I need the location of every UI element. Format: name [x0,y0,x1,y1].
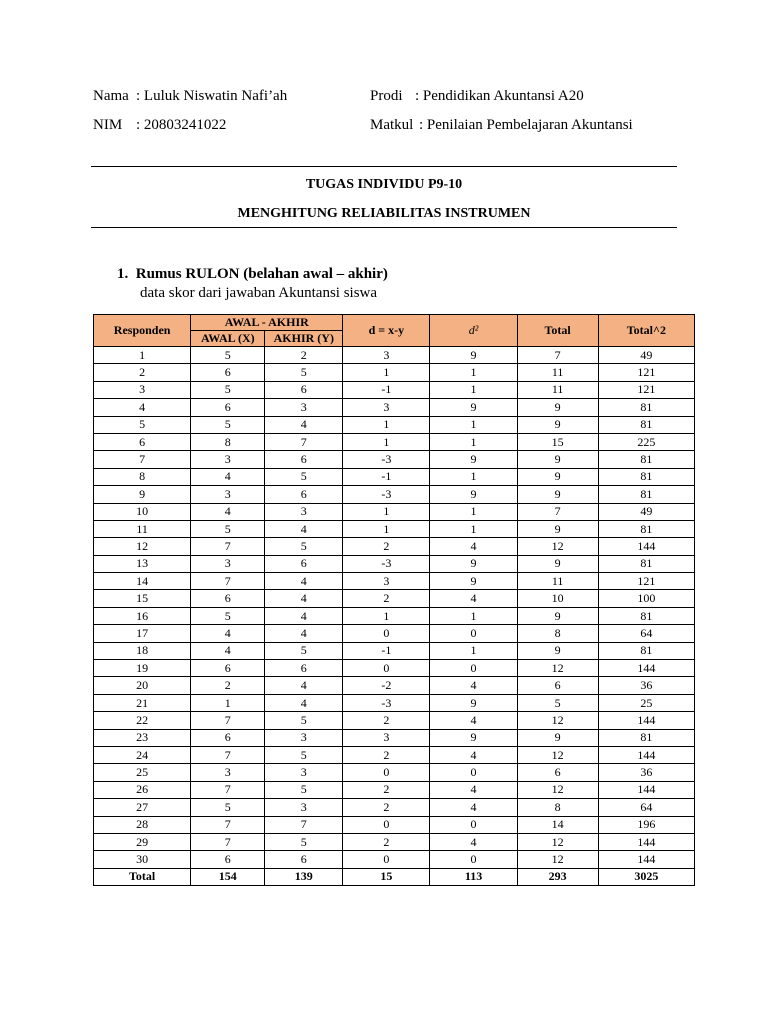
table-cell: 4 [430,712,517,729]
table-cell: -3 [343,451,430,468]
table-cell: 144 [598,833,694,850]
table-cell: 7 [191,746,265,763]
table-cell: 1 [430,433,517,450]
table-cell: 7 [191,816,265,833]
table-row [94,538,695,555]
table-cell: 81 [598,642,694,659]
table-cell: 49 [598,503,694,520]
table-cell: 1 [343,416,430,433]
table-cell: 5 [265,712,343,729]
table-cell: -1 [343,381,430,398]
header-d-squared: d² [430,315,517,347]
table-cell: 6 [191,729,265,746]
matkul-label: Matkul [370,117,414,133]
table-row [94,729,695,746]
table-row [94,381,695,398]
table-cell: -1 [343,468,430,485]
header-d: d = x-y [343,315,430,347]
prodi-value: : Pendidikan Akuntansi A20 [415,88,584,104]
table-cell: 144 [598,660,694,677]
table-cell: 64 [598,625,694,642]
table-cell: 5 [94,416,191,433]
table-cell: 5 [191,520,265,537]
section-subtext: data skor dari jawaban Akuntansi siswa [140,285,378,301]
table-cell: 5 [265,833,343,850]
table-cell: 144 [598,781,694,798]
table-cell: 7 [265,433,343,450]
table-row [94,781,695,798]
table-cell: 3 [191,451,265,468]
table-cell: 2 [343,590,430,607]
table-cell: 29 [94,833,191,850]
table-cell: 7 [94,451,191,468]
header-awal-akhir: AWAL - AKHIR [191,315,343,331]
table-cell: 24 [94,746,191,763]
header-responden: Responden [94,315,191,347]
table-cell: 9 [517,729,598,746]
table-cell: 12 [517,538,598,555]
header-awal-x: AWAL (X) [191,331,265,347]
totals-cell: 154 [191,868,265,885]
table-cell: 6 [265,451,343,468]
table-cell: -3 [343,486,430,503]
table-row [94,573,695,590]
bottom-divider [91,227,677,228]
table-cell: 6 [265,660,343,677]
table-row [94,816,695,833]
table-cell: -1 [343,642,430,659]
table-cell: 5 [191,607,265,624]
table-cell: 5 [265,364,343,381]
table-cell: 30 [94,851,191,868]
section-title: Rumus RULON (belahan awal – akhir) [135,266,388,282]
table-cell: 8 [517,799,598,816]
table-cell: 12 [517,746,598,763]
table-cell: 6 [191,364,265,381]
nim-label: NIM [93,117,123,133]
table-cell: 12 [517,833,598,850]
table-cell: 14 [94,573,191,590]
table-cell: 121 [598,381,694,398]
nama-value: : Luluk Niswatin Nafi’ah [136,88,288,104]
table-cell: 5 [265,746,343,763]
table-cell: 121 [598,573,694,590]
table-cell: -2 [343,677,430,694]
table-cell: 1 [430,607,517,624]
table-cell: 9 [517,520,598,537]
table-cell: 7 [517,503,598,520]
table-cell: 9 [517,399,598,416]
table-cell: 0 [430,625,517,642]
table-cell: 6 [94,433,191,450]
table-cell: 144 [598,538,694,555]
table-cell: 8 [517,625,598,642]
table-cell: 4 [430,538,517,555]
table-cell: 4 [94,399,191,416]
table-cell: 11 [517,573,598,590]
table-cell: 5 [265,468,343,485]
table-cell: 6 [191,399,265,416]
table-cell: 7 [191,573,265,590]
totals-cell: 139 [265,868,343,885]
table-cell: 225 [598,433,694,450]
table-cell: 6 [517,677,598,694]
table-cell: 26 [94,781,191,798]
table-cell: 81 [598,416,694,433]
table-cell: 11 [517,381,598,398]
table-cell: 8 [191,433,265,450]
table-cell: 9 [517,555,598,572]
matkul-row [370,117,633,134]
section-heading [117,266,388,283]
table-cell: 11 [94,520,191,537]
table-cell: 25 [94,764,191,781]
table-cell: 22 [94,712,191,729]
table-cell: 3 [343,399,430,416]
table-cell: 2 [343,712,430,729]
table-cell: 81 [598,555,694,572]
table-row [94,642,695,659]
table-cell: 5 [517,694,598,711]
table-cell: 81 [598,468,694,485]
table-cell: 9 [430,399,517,416]
top-divider [91,166,677,167]
table-cell: 9 [517,486,598,503]
totals-cell: 15 [343,868,430,885]
table-cell: 5 [191,347,265,364]
table-cell: 15 [517,433,598,450]
table-cell: 7 [191,712,265,729]
table-cell: 4 [191,625,265,642]
table-cell: 4 [265,677,343,694]
table-cell: 4 [265,416,343,433]
title-line-1: TUGAS INDIVIDU P9-10 [305,177,463,192]
title-line-2: MENGHITUNG RELIABILITAS INSTRUMEN [237,206,531,221]
table-row [94,451,695,468]
table-row [94,520,695,537]
table-cell: 4 [430,590,517,607]
table-cell: 2 [94,364,191,381]
table-cell: 81 [598,451,694,468]
table-row [94,677,695,694]
table-cell: 0 [430,660,517,677]
table-cell: 18 [94,642,191,659]
table-cell: 3 [191,764,265,781]
table-cell: 4 [265,694,343,711]
table-cell: 1 [430,381,517,398]
table-row [94,433,695,450]
table-cell: 4 [265,520,343,537]
table-cell: 121 [598,364,694,381]
table-cell: 5 [191,381,265,398]
table-cell: 4 [265,625,343,642]
table-cell: 9 [517,607,598,624]
table-cell: 2 [343,833,430,850]
header-total: Total [517,315,598,347]
table-cell: 81 [598,486,694,503]
nim-row [93,117,226,134]
table-cell: 3 [343,729,430,746]
table-row [94,347,695,364]
table-cell: 64 [598,799,694,816]
table-cell: 9 [517,416,598,433]
table-row [94,590,695,607]
table-cell: 21 [94,694,191,711]
table-cell: 3 [265,764,343,781]
table-cell: 6 [191,660,265,677]
table-cell: 0 [343,660,430,677]
table-cell: 36 [598,677,694,694]
table-cell: 1 [343,364,430,381]
table-cell: 1 [343,520,430,537]
table-cell: 4 [430,677,517,694]
table-cell: 1 [430,364,517,381]
table-cell: 1 [191,694,265,711]
table-cell: 4 [191,468,265,485]
table-cell: 0 [343,625,430,642]
table-cell: 1 [430,520,517,537]
table-cell: 81 [598,607,694,624]
table-cell: 12 [517,712,598,729]
section-number: 1. [117,266,129,282]
table-cell: 9 [430,451,517,468]
table-row [94,833,695,850]
table-row [94,486,695,503]
table-cell: 4 [265,573,343,590]
prodi-row [370,88,584,105]
table-cell: 7 [191,781,265,798]
table-cell: -3 [343,555,430,572]
table-cell: 1 [430,468,517,485]
table-cell: 3 [191,555,265,572]
table-cell: 6 [191,851,265,868]
table-cell: 12 [517,851,598,868]
table-row [94,555,695,572]
table-cell: 9 [430,486,517,503]
table-cell: 16 [94,607,191,624]
table-cell: 7 [265,816,343,833]
table-cell: 6 [265,486,343,503]
totals-cell: 293 [517,868,598,885]
table-cell: 10 [94,503,191,520]
table-row [94,625,695,642]
table-row [94,468,695,485]
table-cell: 9 [94,486,191,503]
table-cell: 1 [343,433,430,450]
table-cell: 4 [191,642,265,659]
table-cell: 100 [598,590,694,607]
table-cell: 9 [517,642,598,659]
table-cell: 3 [265,799,343,816]
table-cell: 14 [517,816,598,833]
table-row [94,799,695,816]
table-cell: 196 [598,816,694,833]
table-cell: 4 [430,781,517,798]
table-cell: 49 [598,347,694,364]
table-cell: 3 [343,347,430,364]
table-cell: 2 [265,347,343,364]
table-cell: 12 [94,538,191,555]
table-cell: 3 [94,381,191,398]
table-cell: 1 [94,347,191,364]
table-row [94,764,695,781]
table-cell: 3 [265,503,343,520]
table-cell: 5 [191,799,265,816]
table-row [94,399,695,416]
totals-cell: 113 [430,868,517,885]
table-cell: 5 [191,416,265,433]
table-cell: 0 [430,764,517,781]
table-cell: 3 [265,399,343,416]
table-cell: 7 [191,538,265,555]
table-cell: 9 [517,451,598,468]
table-cell: 81 [598,729,694,746]
table-cell: 12 [517,660,598,677]
totals-cell: Total [94,868,191,885]
table-cell: 5 [265,781,343,798]
table-row [94,416,695,433]
table-cell: 4 [430,746,517,763]
table-cell: 6 [191,590,265,607]
table-cell: 81 [598,520,694,537]
table-cell: -3 [343,694,430,711]
table-cell: 2 [343,799,430,816]
table-cell: 144 [598,712,694,729]
table-cell: 4 [430,833,517,850]
table-cell: 144 [598,746,694,763]
table-cell: 0 [343,764,430,781]
table-cell: 36 [598,764,694,781]
table-cell: 4 [430,799,517,816]
table-cell: 2 [343,781,430,798]
table-cell: 3 [343,573,430,590]
table-cell: 1 [430,642,517,659]
table-cell: 0 [430,851,517,868]
table-cell: 15 [94,590,191,607]
table-cell: 0 [430,816,517,833]
table-cell: 20 [94,677,191,694]
table-cell: 1 [343,503,430,520]
table-cell: 5 [265,642,343,659]
table-cell: 28 [94,816,191,833]
table-cell: 0 [343,816,430,833]
table-cell: 11 [517,364,598,381]
table-cell: 12 [517,781,598,798]
nama-row [93,88,287,105]
nim-value: : 20803241022 [136,117,227,133]
header-total-squared: Total^2 [598,315,694,347]
table-cell: 9 [430,573,517,590]
table-cell: 7 [517,347,598,364]
table-cell: 9 [517,468,598,485]
table-row [94,694,695,711]
matkul-value: : Penilaian Pembelajaran Akuntansi [419,117,633,133]
table-cell: 81 [598,399,694,416]
table-body [94,347,695,869]
table-cell: 19 [94,660,191,677]
table-cell: 6 [265,555,343,572]
table-cell: 8 [94,468,191,485]
nama-label: Nama [93,88,129,104]
table-cell: 6 [265,851,343,868]
table-cell: 1 [430,416,517,433]
table-cell: 4 [265,590,343,607]
table-cell: 3 [265,729,343,746]
totals-cell: 3025 [598,868,694,885]
table-row [94,607,695,624]
table-row [94,503,695,520]
table-cell: 4 [265,607,343,624]
table-cell: 2 [191,677,265,694]
table-cell: 5 [265,538,343,555]
table-cell: 6 [517,764,598,781]
table-cell: 9 [430,729,517,746]
table-cell: 10 [517,590,598,607]
table-cell: 1 [343,607,430,624]
table-cell: 27 [94,799,191,816]
table-cell: 9 [430,347,517,364]
table-cell: 144 [598,851,694,868]
table-cell: 7 [191,833,265,850]
totals-row [94,868,695,885]
header-akhir-y: AKHIR (Y) [265,331,343,347]
prodi-label: Prodi [370,88,403,104]
table-row [94,851,695,868]
rulon-table [93,314,695,886]
table-row [94,746,695,763]
table-cell: 9 [430,694,517,711]
table-cell: 3 [191,486,265,503]
table-row [94,660,695,677]
table-cell: 6 [265,381,343,398]
table-cell: 0 [343,851,430,868]
table-row [94,364,695,381]
table-cell: 9 [430,555,517,572]
table-cell: 2 [343,538,430,555]
table-cell: 4 [191,503,265,520]
table-cell: 1 [430,503,517,520]
table-cell: 17 [94,625,191,642]
table-row [94,712,695,729]
table-cell: 13 [94,555,191,572]
table-cell: 2 [343,746,430,763]
table-cell: 23 [94,729,191,746]
table-cell: 25 [598,694,694,711]
